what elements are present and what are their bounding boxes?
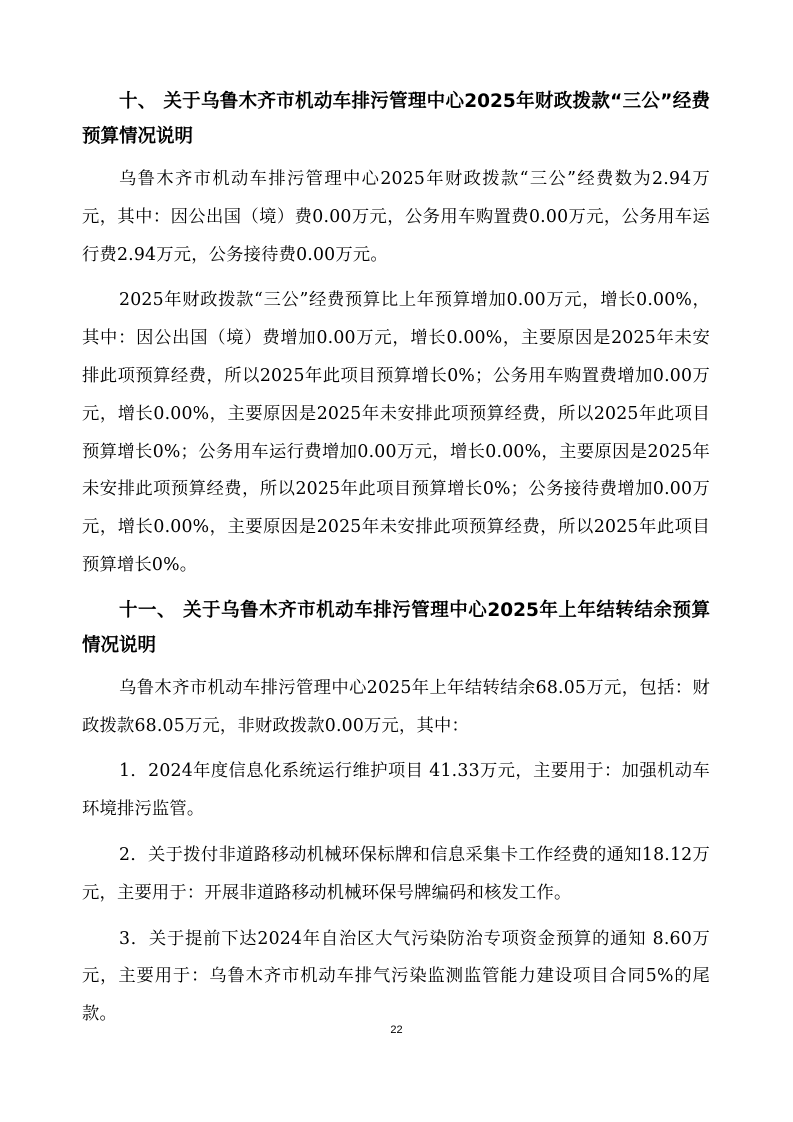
section-10-paragraph-2: 2025年财政拨款“三公”经费预算比上年预算增加0.00万元，增长0.00%，其中：因公出国（境）费增加0.00万元，增长0.00%，主要原因是2025年未安排此项预算经费，所以2025年此项目预算增长0%；公务用车购置费增加0.00万元，增长0.00%，主要原因是2025年未安排此项预算经费，所以2025年此项目预算增长0%；公务用车运行费增加0.00万元，增长0.00%，主要原因是2025年未安排此项预算经费，所以2025年此项目预算增长0%；公务接待费增加0.00万元，增长0.00%，主要原因是2025年未安排此项预算经费，所以2025年此项目预算增长0%。 xyxy=(82,290,710,575)
document-body xyxy=(82,84,710,1034)
section-11-item-3: 3．关于提前下达2024年自治区大气污染防治专项资金预算的通知 8.60万元，主要用于：乌鲁木齐市机动车排气污染监测监管能力建设项目合同5%的尾款。 xyxy=(82,928,710,1025)
section-10-heading: 十、 关于乌鲁木齐市机动车排污管理中心2025年财政拨款“三公”经费预算情况说明 xyxy=(82,91,710,147)
section-11-paragraph-1: 乌鲁木齐市机动车排污管理中心2025年上年结转结余68.05万元，包括：财政拨款68.05万元，非财政拨款0.00万元，其中： xyxy=(82,677,710,736)
page-number: 22 xyxy=(390,1024,403,1036)
section-11-heading: 十一、 关于乌鲁木齐市机动车排污管理中心2025年上年结转结余预算情况说明 xyxy=(82,599,710,656)
section-11-item-2: 2．关于拨付非道路移动机械环保标牌和信息采集卡工作经费的通知18.12万元，主要用于：开展非道路移动机械环保号牌编码和核发工作。 xyxy=(82,844,710,903)
section-11-item-1: 1．2024年度信息化系统运行维护项目 41.33万元，主要用于：加强机动车环境排污监管。 xyxy=(82,761,710,820)
section-10-paragraph-1: 乌鲁木齐市机动车排污管理中心2025年财政拨款“三公”经费数为2.94万元，其中：因公出国（境）费0.00万元，公务用车购置费0.00万元，公务用车运行费2.94万元，公务接待费0.00万元。 xyxy=(82,169,710,265)
